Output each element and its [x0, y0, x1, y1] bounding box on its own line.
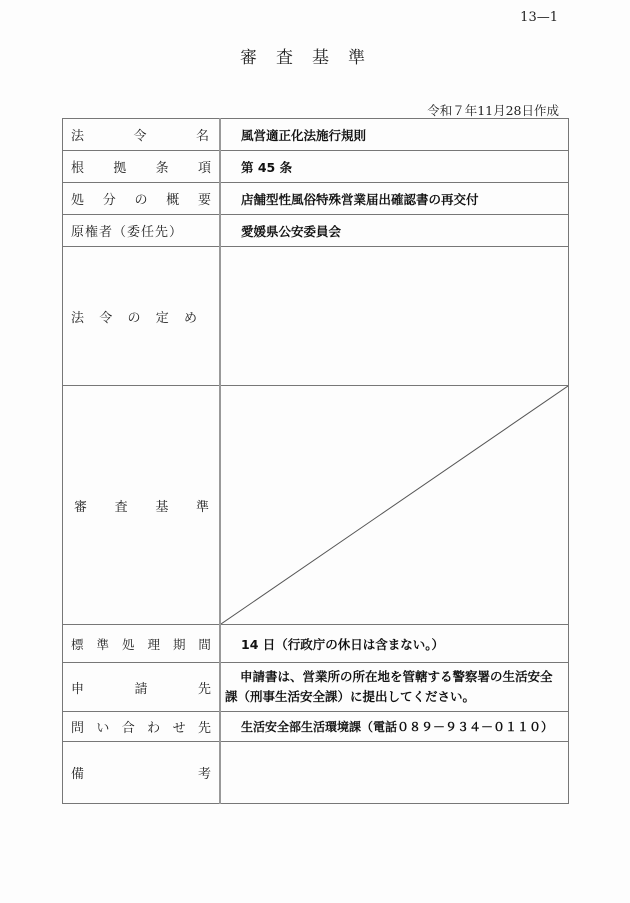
label-char: 準	[195, 499, 209, 515]
label-outline	[63, 183, 221, 215]
row-law-name	[63, 119, 569, 151]
page-number: 13—1	[520, 10, 558, 25]
label-char: 根	[71, 161, 85, 176]
criteria-table	[62, 118, 569, 804]
label-law-name	[63, 119, 221, 151]
label-char: 分	[102, 193, 116, 208]
label-char: 処	[121, 636, 135, 652]
label-char: 名	[195, 129, 209, 144]
title-char: 審	[240, 48, 257, 68]
value-remarks	[220, 742, 569, 804]
label-char: 項	[197, 161, 211, 176]
label-char: 備	[71, 767, 85, 782]
label-char: い	[96, 721, 110, 736]
value-law-name: 風営適正化法施行規則	[220, 119, 569, 151]
label-char: 期	[172, 636, 186, 652]
label-char: 問	[71, 721, 85, 736]
label-char: 間	[198, 636, 211, 652]
value-apply-to	[220, 663, 569, 712]
value-period: 14 日（行政庁の休日は含まない。）	[220, 625, 569, 663]
label-char: の	[134, 193, 148, 208]
row-apply-to	[63, 663, 569, 712]
value-contact: 生活安全部生活環境課（電話０８９－９３４－０１１０）	[220, 712, 569, 742]
title-char: 査	[276, 48, 293, 68]
label-provisions	[63, 247, 221, 386]
row-criteria	[63, 386, 569, 625]
title-char: 準	[348, 48, 365, 68]
created-date: 令和７年11月28日作成	[427, 103, 559, 118]
value-basis: 第 45 条	[220, 151, 569, 183]
label-char: せ	[172, 721, 186, 736]
diagonal-line	[221, 386, 568, 624]
label-char: 審	[74, 499, 88, 515]
label-criteria	[63, 386, 221, 625]
label-char: 合	[121, 721, 135, 736]
label-authority: 原権者（委任先）	[63, 215, 221, 247]
label-contact	[63, 712, 221, 742]
label-char: 請	[134, 681, 148, 697]
value-outline: 店舗型性風俗特殊営業届出確認書の再交付	[220, 183, 569, 215]
value-criteria-diagonal	[220, 386, 569, 625]
label-char: 処	[71, 193, 85, 208]
row-basis	[63, 151, 569, 183]
label-char: 令	[99, 310, 113, 326]
label-char: 法	[71, 310, 85, 326]
label-char: わ	[147, 721, 161, 736]
label-basis	[63, 151, 221, 183]
label-char: 準	[96, 636, 109, 652]
label-char: め	[183, 310, 197, 326]
label-char: 考	[197, 767, 211, 782]
apply-to-text: 申請書は、営業所の所在地を管轄する警察署の生活安全課（刑事生活安全課）に提出してください。	[225, 669, 553, 704]
label-char: 申	[71, 681, 85, 697]
label-char: の	[127, 310, 141, 326]
label-period	[63, 625, 221, 663]
page-title	[240, 43, 384, 68]
label-char: 査	[114, 499, 128, 515]
row-contact	[63, 712, 569, 742]
label-char: 基	[155, 499, 169, 515]
label-char: 拠	[113, 161, 127, 176]
label-char: 令	[133, 129, 147, 144]
label-char: 先	[197, 681, 211, 697]
label-apply-to	[63, 663, 221, 712]
label-char: 概	[166, 193, 180, 208]
row-provisions	[63, 247, 569, 386]
label-char: 条	[155, 161, 169, 176]
value-provisions	[220, 247, 569, 386]
value-authority: 愛媛県公安委員会	[220, 215, 569, 247]
row-outline	[63, 183, 569, 215]
label-char: 標	[71, 636, 84, 652]
row-remarks	[63, 742, 569, 804]
label-char: 理	[147, 636, 160, 652]
label-remarks	[63, 742, 221, 804]
row-authority	[63, 215, 569, 247]
label-char: 法	[71, 129, 85, 144]
label-char: 定	[155, 310, 169, 326]
row-period	[63, 625, 569, 663]
label-char: 先	[197, 721, 211, 736]
title-char: 基	[312, 48, 329, 68]
label-char: 要	[197, 193, 211, 208]
